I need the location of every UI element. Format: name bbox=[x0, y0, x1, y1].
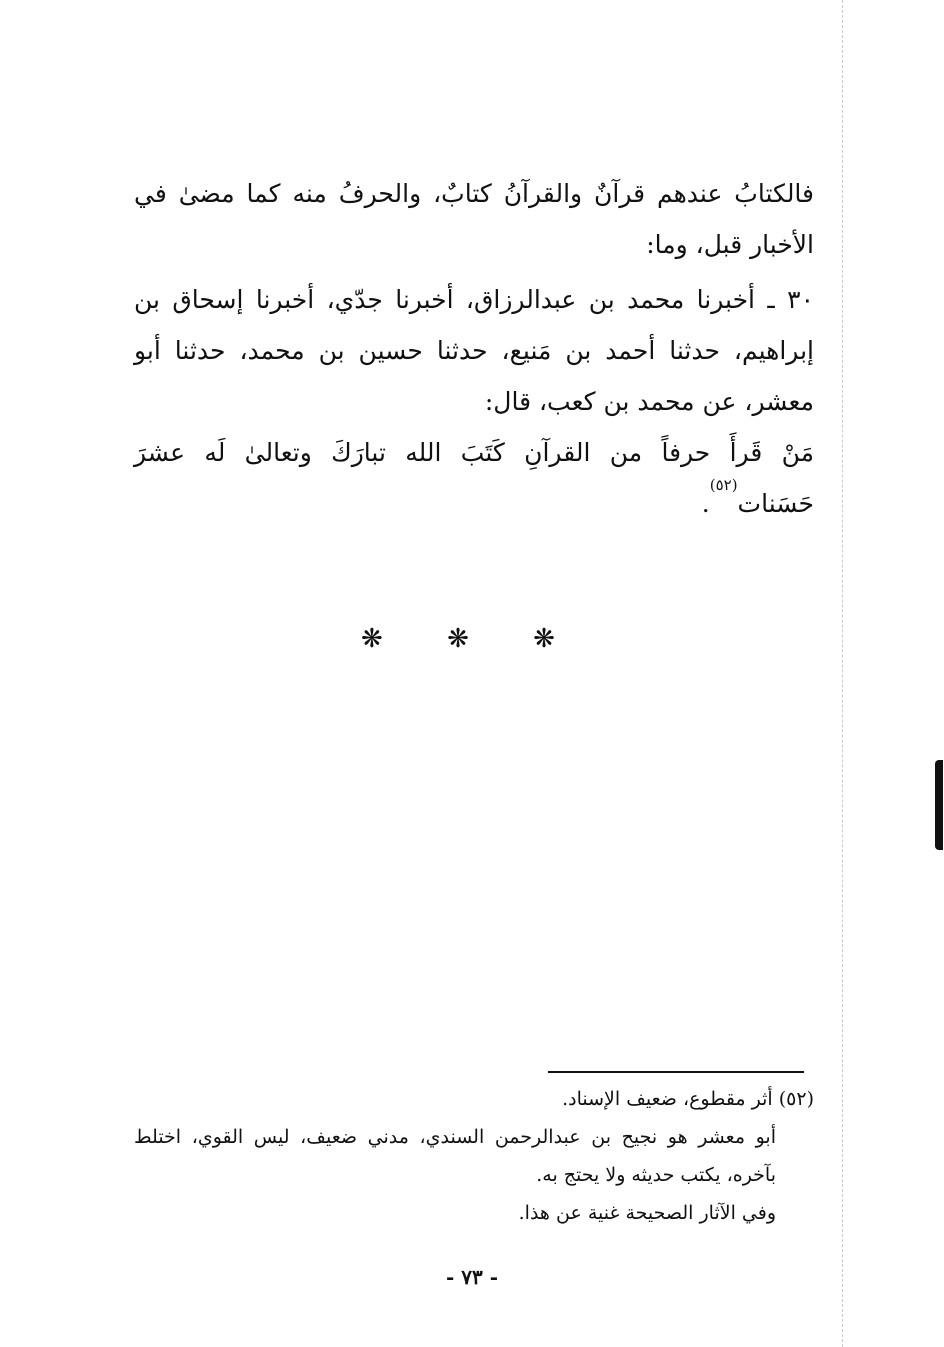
footnote-52: (٥٢) أثر مقطوع، ضعيف الإسناد. bbox=[562, 1088, 814, 1110]
quote-end: . bbox=[701, 489, 710, 518]
footnotes bbox=[134, 1080, 814, 1232]
scan-edge-line bbox=[842, 0, 843, 1347]
paragraph-1: فالكتابُ عندهم قرآنٌ والقرآنُ كتابٌ، والحرفُ منه كما مضىٰ في الأخبار قبل، وما: bbox=[134, 179, 814, 259]
footnote-divider bbox=[548, 1071, 804, 1073]
hadith-quote bbox=[134, 427, 814, 529]
section-separator: ❋ ❋ ❋ bbox=[361, 624, 583, 654]
scan-edge-mark bbox=[935, 760, 943, 850]
footnote-52-detail: أبو معشر هو نجيح بن عبدالرحمن السندي، مدني ضعيف، ليس القوي، اختلط بآخره، يكتب حديثه ولا يحتج به. bbox=[134, 1126, 776, 1186]
main-text bbox=[134, 168, 814, 529]
footnote-reference: (٥٢) bbox=[709, 476, 738, 494]
footnote-52-conclusion: وفي الآثار الصحيحة غنية عن هذا. bbox=[518, 1202, 776, 1224]
page-number: - ٧٣ - bbox=[445, 1265, 498, 1289]
paragraph-2-hadith-chain: ٣٠ ـ أخبرنا محمد بن عبدالرزاق، أخبرنا جدّي، أخبرنا إسحاق بن إبراهيم، حدثنا أحمد بن مَنيع، حدثنا حسين بن محمد، حدثنا أبو معشر، عن محمد بن كعب، قال: bbox=[134, 285, 814, 416]
quote-text: مَنْ قَرأَ حرفاً من القرآنِ كَتَبَ الله تبارَكَ وتعالىٰ لَه عشرَ حَسَنات bbox=[134, 438, 814, 518]
